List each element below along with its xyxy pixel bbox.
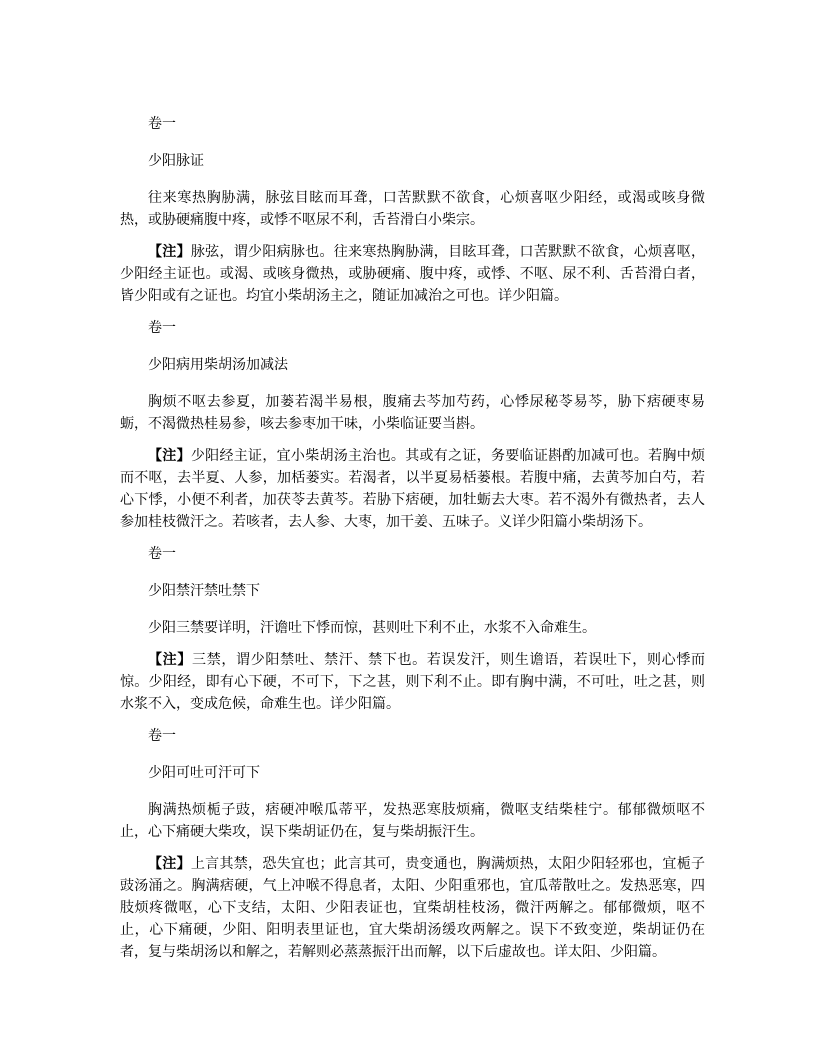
note-text: 上言其禁，恐失宜也；此言其可，贵变通也，胸满烦热，太阳少阳轻邪也，宜栀子豉汤涌之。胸满痞硬，气上冲喉不得息者，太阳、少阳重邪也，宜瓜蒂散吐之。发热恶寒，四肢烦疼微呕，心下支结，太阳、少阳表证也，宜柴胡桂枝汤，微汗两解之。郁郁微烦，呕不止，心下痛硬，少阳、阳明表里证也，宜大柴胡汤缓攻两解之。误下不致变逆，柴胡证仍在者，复与柴胡汤以和解之，若解则必蒸蒸振汗出而解，以下后虚故也。详太阳、少阳篇。 xyxy=(120,856,706,960)
section xyxy=(120,543,705,725)
verse-paragraph: 往来寒热胸胁满，脉弦目眩而耳聋，口苦默默不欲食，心烦喜呕少阳经，或渴或咳身微热，或胁硬痛腹中疼，或悸不呕尿不利，舌苔滑白小柴宗。 xyxy=(120,190,705,228)
volume-label: 卷一 xyxy=(148,546,176,562)
section-title: 少阳病用柴胡汤加减法 xyxy=(148,357,288,373)
verse-paragraph: 胸满热烦栀子豉，痞硬冲喉瓜蒂平，发热恶寒肢烦痛，微呕支结柴桂宁。郁郁微烦呕不止，心下痛硬大柴攻，误下柴胡证仍在，复与柴胡振汗生。 xyxy=(120,802,705,840)
note-text: 脉弦，谓少阳病脉也。往来寒热胸胁满，目眩耳聋，口苦默默不欲食，心烦喜呕，少阳经主证也。或渴、或咳身微热，或胁硬痛、腹中疼，或悸、不呕、尿不利、舌苔滑白者，皆少阳或有之证也。均宜小柴胡汤主之，随证加减治之可也。详少阳篇。 xyxy=(120,244,706,304)
section xyxy=(120,113,705,317)
note-paragraph xyxy=(120,649,705,715)
note-paragraph xyxy=(120,445,705,533)
section xyxy=(120,317,705,543)
note-text: 三禁，谓少阳禁吐、禁汗、禁下也。若误发汗，则生谵语，若误吐下，则心悸而惊。少阳经，即有心下硬，不可下，下之甚，则下利不止。即有胸中满，不可吐，吐之甚，则水浆不入，变成危候，命难生也。详少阳篇。 xyxy=(120,652,706,712)
section-title: 少阳可吐可汗可下 xyxy=(148,765,260,781)
volume-label: 卷一 xyxy=(148,728,176,744)
note-tag: 【注】 xyxy=(148,448,191,464)
note-tag: 【注】 xyxy=(148,244,191,260)
note-text: 少阳经主证，宜小柴胡汤主治也。其或有之证，务要临证斟酌加减可也。若胸中烦而不呕，去半夏、人参，加栝蒌实。若渴者，以半夏易栝蒌根。若腹中痛，去黄芩加白芍，若心下悸，小便不利者，加茯苓去黄芩。若胁下痞硬，加牡蛎去大枣。若不渴外有微热者，去人参加桂枝微汗之。若咳者，去人参、大枣，加干姜、五味子。义详少阳篇小柴胡汤下。 xyxy=(120,448,706,530)
volume-label: 卷一 xyxy=(148,320,176,336)
note-tag: 【注】 xyxy=(148,652,193,668)
note-tag: 【注】 xyxy=(148,856,191,872)
section-title: 少阳脉证 xyxy=(148,153,204,169)
document-body xyxy=(120,113,705,963)
verse-paragraph: 胸烦不呕去参夏，加蒌若渴半易根，腹痛去芩加芍药，心悸尿秘苓易芩，胁下痞硬枣易蛎，不渴微热桂易参，咳去参枣加干味，小柴临证要当斟。 xyxy=(120,394,705,432)
note-paragraph xyxy=(120,241,705,307)
volume-label: 卷一 xyxy=(148,116,176,132)
section-title: 少阳禁汗禁吐禁下 xyxy=(148,583,260,599)
note-paragraph xyxy=(120,853,705,963)
section xyxy=(120,725,705,963)
verse-paragraph: 少阳三禁要详明，汗谵吐下悸而惊，甚则吐下利不止，水浆不入命难生。 xyxy=(148,620,596,636)
